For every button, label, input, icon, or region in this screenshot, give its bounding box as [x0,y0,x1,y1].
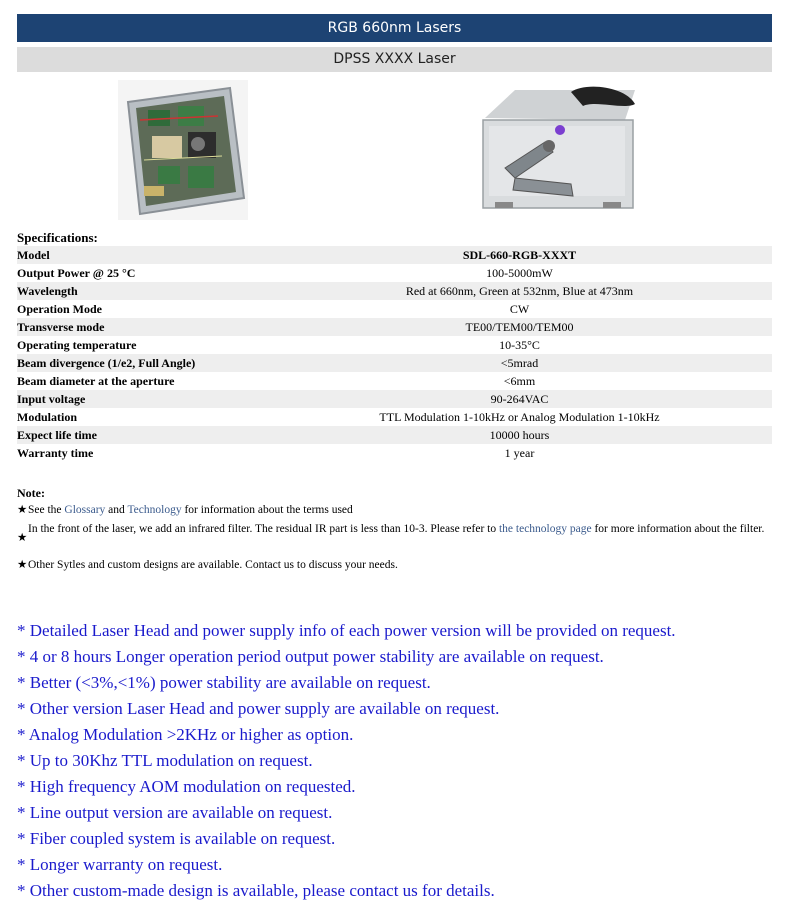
spec-row [17,246,772,264]
star-icon: ★ [17,559,28,571]
spec-row [17,336,772,354]
list-item: * Line output version are available on request. [17,803,333,822]
spec-row [17,318,772,336]
list-item: * Detailed Laser Head and power supply info of each power version will be provided on request. [17,621,676,640]
spec-value: TE00/TEM00/TEM00 [465,320,574,334]
list-item: * Longer warranty on request. [17,855,223,874]
spec-row [17,390,772,408]
spec-row [17,264,772,282]
list-item: * Other custom-made design is available, please contact us for details. [17,881,495,900]
spec-key: Wavelength [17,284,78,298]
spec-key: Expect life time [17,428,97,442]
page-title: RGB 660nm Lasers [17,14,772,42]
note-item-2: ★ In the front of the laser, we add an infrared filter. The residual IR part is less than 10-3. Please refer to the technology page for more information about the filter. [17,520,772,538]
spec-key: Modulation [17,410,78,424]
specifications-table [17,246,772,462]
spec-value: 100-5000mW [486,266,553,280]
list-item: * Better (<3%,<1%) power stability are available on request. [17,673,431,692]
list-item: * Up to 30Khz TTL modulation on request. [17,751,313,770]
spec-row [17,372,772,390]
spec-value: TTL Modulation 1-10kHz or Analog Modulation 1-10kHz [379,410,660,424]
spec-key: Transverse mode [17,320,105,334]
star-icon: ★ [17,504,28,516]
star-icon: ★ [17,532,28,544]
specifications-heading: Specifications: [17,230,98,245]
spec-key: Beam diameter at the aperture [17,374,175,388]
spec-value: 1 year [504,446,535,460]
laser-head-image [475,80,640,220]
spec-value: 10-35°C [499,338,540,352]
note-item-1: ★See the Glossary and Technology for information about the terms used [17,501,353,519]
spec-row [17,444,772,462]
list-item: * 4 or 8 hours Longer operation period output power stability are available on request. [17,647,604,666]
spec-value: <5mrad [500,356,539,370]
spec-row [17,282,772,300]
spec-key: Warranty time [17,446,94,460]
glossary-link[interactable]: Glossary [64,504,106,516]
spec-value: SDL-660-RGB-XXXT [462,248,577,262]
power-supply-image [118,80,248,220]
spec-row [17,408,772,426]
spec-row [17,354,772,372]
spec-row [17,300,772,318]
spec-value: 10000 hours [489,428,550,442]
spec-value: CW [509,302,530,316]
technology-link[interactable]: Technology [127,504,182,516]
spec-key: Input voltage [17,392,86,406]
technology-page-link[interactable]: the technology page [498,523,592,535]
spec-key: Model [17,248,50,262]
requests-list [17,618,676,904]
list-item: * Fiber coupled system is available on request. [17,829,336,848]
spec-key: Operation Mode [17,302,102,316]
spec-value: Red at 660nm, Green at 532nm, Blue at 473nm [405,284,634,298]
note-item-3: ★Other Sytles and custom designs are available. Contact us to discuss your needs. [17,556,398,574]
list-item: * High frequency AOM modulation on requested. [17,777,356,796]
list-item: * Analog Modulation >2KHz or higher as option. [17,725,354,744]
spec-key: Operating temperature [17,338,137,352]
spec-value: <6mm [503,374,536,388]
spec-row [17,426,772,444]
spec-key: Beam divergence (1/e2, Full Angle) [17,356,196,370]
product-subtitle: DPSS XXXX Laser [17,47,772,72]
list-item: * Other version Laser Head and power supply are available on request. [17,699,500,718]
spec-key: Output Power @ 25 °C [17,266,136,280]
spec-value: 90-264VAC [490,392,549,406]
note-heading: Note: [17,486,45,500]
